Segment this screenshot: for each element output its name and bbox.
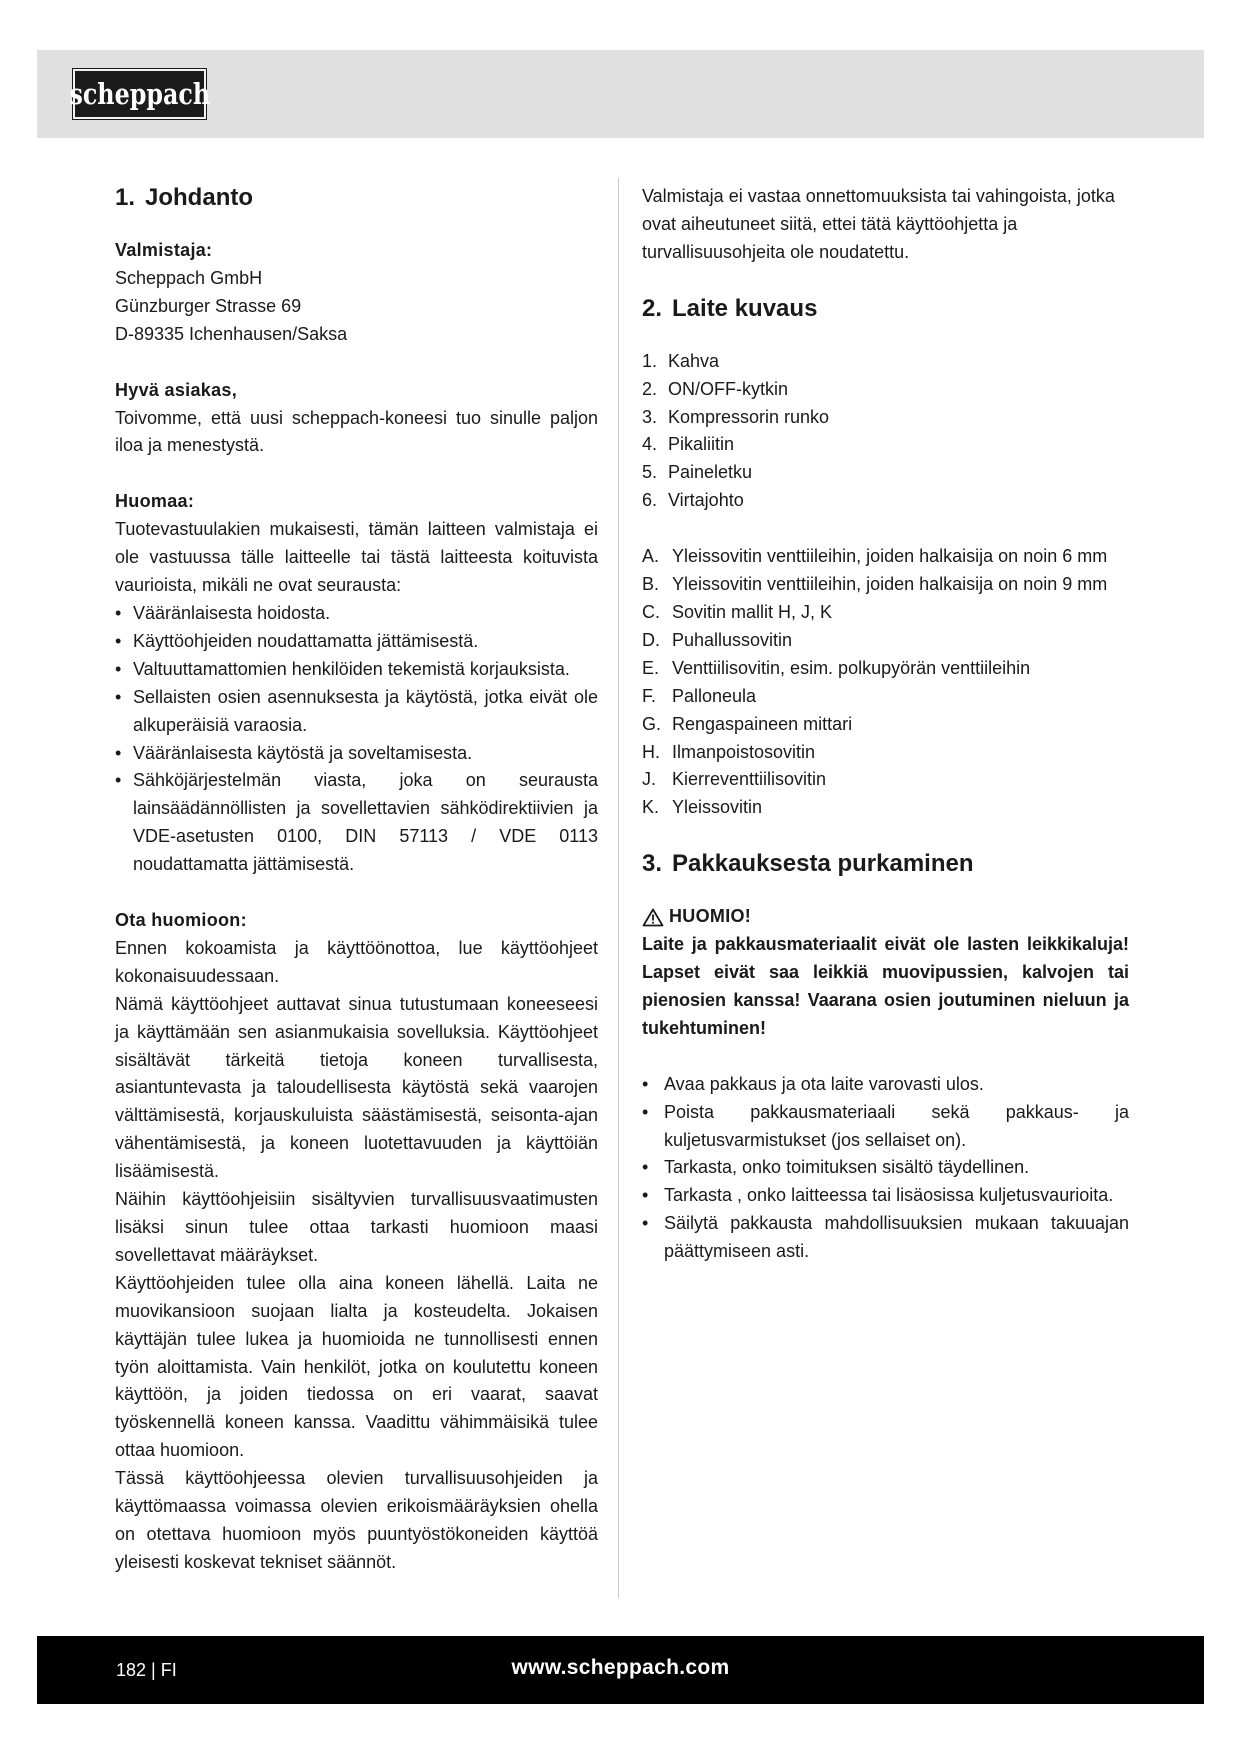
- dear-customer-block: [115, 377, 598, 461]
- list-item: A. Yleissovitin venttiileihin, joiden halkaisija on noin 6 mm: [642, 546, 1108, 567]
- list-item: 2. ON/OFF-kytkin: [642, 378, 788, 399]
- list-item: C. Sovitin mallit H, J, K: [642, 601, 833, 622]
- accessories-list: [642, 543, 1129, 822]
- note-paragraph: Nämä käyttöohjeet auttavat sinua tutustumaan koneeseesi ja käyttämään sen asianmukaisia sovelluksia. Käyttöohjeet sisältävät tärkeitä tietoja koneen turvallisesta, asiantuntevasta ja taloudellisesta käytöstä sekä vaarojen välttämisestä, korjauskuluista säästämisestä, seisonta-ajan vähentämisestä, ja koneen luotettavuuden ja käyttöiän lisäämisestä.: [115, 993, 598, 1182]
- list-item: F. Palloneula: [642, 685, 757, 706]
- list-item: • Tarkasta , onko laitteessa tai lisäosissa kuljetusvaurioita.: [642, 1182, 1129, 1210]
- note-paragraph: Ennen kokoamista ja käyttöönottoa, lue käyttöohjeet kokonaisuudessaan.: [115, 937, 598, 986]
- page-number: 182 | FI: [116, 1660, 177, 1680]
- list-item: 1. Kahva: [642, 350, 720, 371]
- list-item: 3. Kompressorin runko: [642, 406, 830, 427]
- warning-text: Laite ja pakkausmateriaalit eivät ole lasten leikkikaluja! Lapset eivät saa leikkiä muovipussien, kalvojen tai pienosien kanssa! Vaarana osien joutuminen nieluun ja tukehtuminen!: [642, 934, 1129, 1038]
- page-footer: [37, 1636, 1204, 1704]
- section-1-heading: 1. Johdanto: [115, 184, 254, 211]
- list-item: 6. Virtajohto: [642, 490, 744, 511]
- list-item: • Tarkasta, onko toimituksen sisältö täydellinen.: [642, 1154, 1129, 1182]
- list-item: • Vääränlaisesta hoidosta.: [115, 600, 598, 628]
- list-item: 5. Paineletku: [642, 462, 753, 483]
- logo-text: scheppach: [69, 76, 210, 111]
- note-label: Ota huomioon:: [115, 910, 247, 931]
- note-paragraph: Näihin käyttöohjeisiin sisältyvien turvallisuusvaatimusten lisäksi sinun tulee ottaa tarkasti huomioon maasi sovellettavat määräykset.: [115, 1189, 598, 1265]
- list-item: • Vääränlaisesta käytöstä ja soveltamisesta.: [115, 740, 598, 768]
- right-column: [642, 183, 1129, 1266]
- notice-intro: Tuotevastuulakien mukaisesti, tämän laitteen valmistaja ei ole vastuussa tälle laitteelle tai tästä laitteesta koituvista vaurioista, mikäli ne ovat seurausta:: [115, 519, 598, 596]
- list-item: • Säilytä pakkausta mahdollisuuksien mukaan takuuajan päättymiseen asti.: [642, 1210, 1129, 1266]
- note-paragraph: Tässä käyttöohjeessa olevien turvallisuusohjeiden ja käyttömaassa voimassa olevien erikoismääräyksien ohella on otettava huomioon myös puuntyöstökoneiden käyttöä yleisesti koskevat tekniset säännöt.: [115, 1468, 598, 1572]
- list-item: J. Kierreventtiilisovitin: [642, 769, 827, 790]
- section-2-heading: 2. Laite kuvaus: [642, 294, 818, 322]
- list-item: K. Yleissovitin: [642, 797, 763, 818]
- list-item: • Sellaisten osien asennuksesta ja käytöstä, jotka eivät ole alkuperäisiä varaosia.: [115, 684, 598, 740]
- disclaimer-text: Valmistaja ei vastaa onnettomuuksista tai vahingoista, jotka ovat aiheutuneet siitä, ettei tätä käyttöohjetta ja turvallisuusohjeita ole noudatettu.: [642, 186, 1115, 262]
- warning-heading: [642, 903, 1129, 931]
- page-header: [37, 50, 1204, 138]
- dear-customer-label: Hyvä asiakas,: [115, 379, 237, 400]
- notice-list: [115, 600, 598, 879]
- unpacking-steps: [642, 1071, 1129, 1266]
- scheppach-logo: [69, 69, 210, 119]
- list-item: • Sähköjärjestelmän viasta, joka on seurausta lainsäädännöllisten ja sovellettavien sähködirektiivien ja VDE-asetusten 0100, DIN 57113 / VDE 0113 noudattamatta jättämisestä.: [115, 767, 598, 879]
- list-item: D. Puhallussovitin: [642, 629, 793, 650]
- list-item: H. Ilmanpoistosovitin: [642, 741, 816, 762]
- manufacturer-block: [115, 237, 598, 349]
- list-item: E. Venttiilisovitin, esim. polkupyörän venttiileihin: [642, 657, 1031, 678]
- list-item: • Käyttöohjeiden noudattamatta jättämisestä.: [115, 628, 598, 656]
- manufacturer-line: D-89335 Ichenhausen/Saksa: [115, 323, 348, 344]
- list-item: • Poista pakkausmateriaali sekä pakkaus- ja kuljetusvarmistukset (jos sellaiset on).: [642, 1099, 1129, 1155]
- list-item: 4. Pikaliitin: [642, 434, 735, 455]
- list-item: • Valtuuttamattomien henkilöiden tekemistä korjauksista.: [115, 656, 598, 684]
- column-divider: [618, 178, 619, 1598]
- left-column: [115, 183, 598, 1577]
- section-3-heading: 3. Pakkauksesta purkaminen: [642, 850, 974, 878]
- manufacturer-line: Günzburger Strasse 69: [115, 295, 302, 316]
- warning-triangle-icon: [642, 908, 664, 927]
- note-paragraph: Käyttöohjeiden tulee olla aina koneen lähellä. Laita ne muovikansioon suojaan lialta ja kosteudelta. Jokaisen käyttäjän tulee lukea ja huomioida ne tunnollisesti ennen työn aloittamista. Vain henkilöt, jotka on koulutettu koneen käyttöön, ja joiden tiedossa on eri vaarat, saavat työskennellä koneen kanssa. Vaadittu vähimmäisikä tulee ottaa huomioon.: [115, 1272, 598, 1461]
- list-item: • Avaa pakkaus ja ota laite varovasti ulos.: [642, 1071, 1129, 1099]
- warning-label: HUOMIO!: [669, 906, 752, 927]
- parts-list: [642, 348, 1129, 515]
- manufacturer-label: Valmistaja:: [115, 240, 213, 260]
- notice-label: Huomaa:: [115, 491, 195, 512]
- dear-customer-text: Toivomme, että uusi scheppach-koneesi tuo sinulle paljon iloa ja menestystä.: [115, 407, 598, 456]
- list-item: B. Yleissovitin venttiileihin, joiden halkaisija on noin 9 mm: [642, 574, 1108, 595]
- website-url: www.scheppach.com: [511, 1656, 730, 1679]
- notice-block: [115, 488, 598, 879]
- note-block: [115, 907, 598, 1577]
- list-item: G. Rengaspaineen mittari: [642, 713, 853, 734]
- manufacturer-line: Scheppach GmbH: [115, 267, 263, 288]
